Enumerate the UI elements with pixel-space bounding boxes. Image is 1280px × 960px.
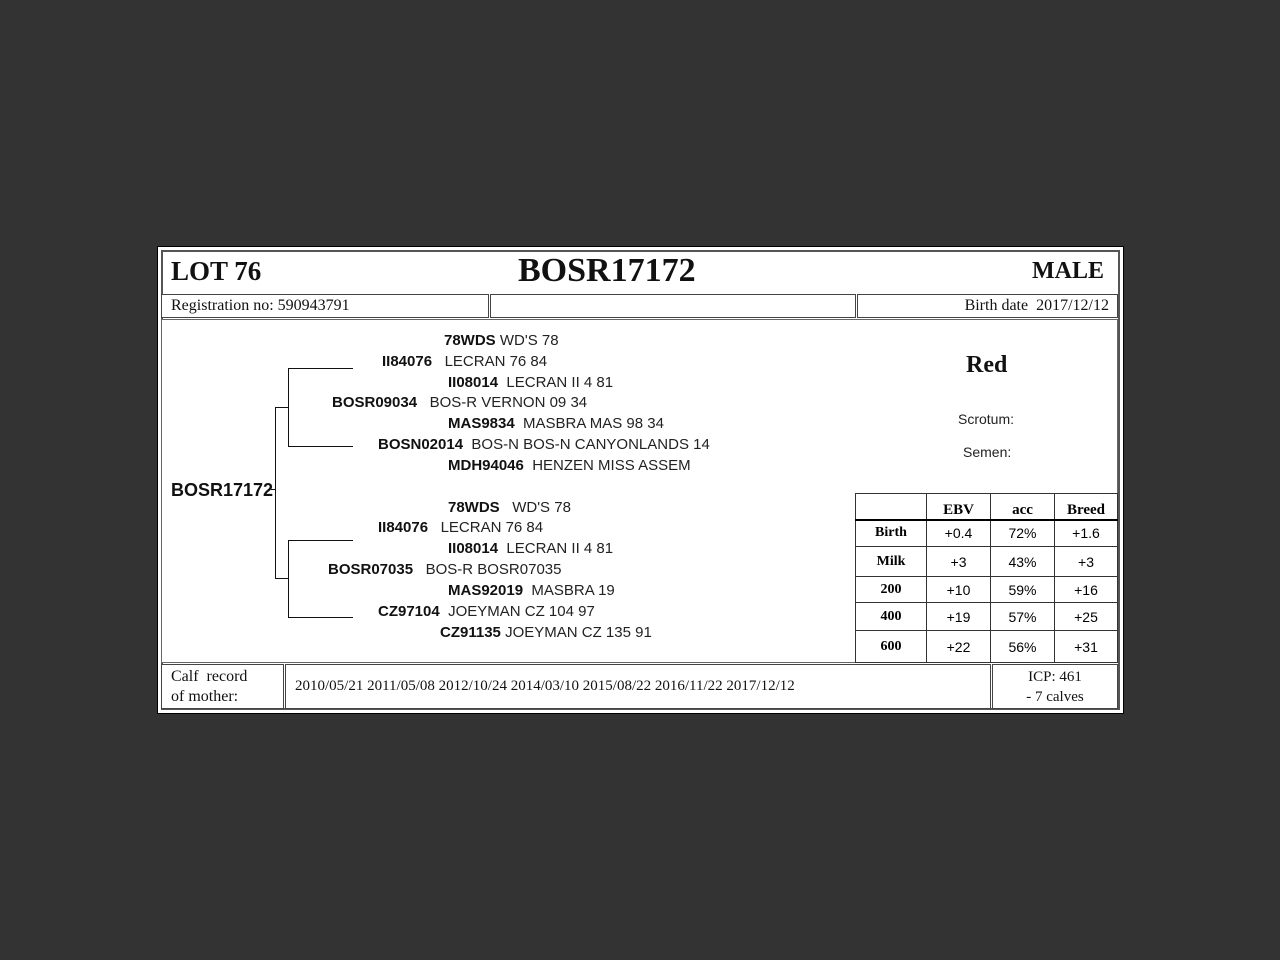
- pedigree-line: [275, 407, 288, 408]
- calf-record-label-box: [161, 664, 284, 709]
- animal-id-title: BOSR17172: [518, 252, 696, 289]
- pedigree-dam: BOSR07035 BOS-R BOSR07035: [328, 561, 562, 578]
- pedigree-dd: CZ97104 JOEYMAN CZ 104 97: [378, 603, 595, 620]
- scrotum-label: Scrotum:: [958, 411, 1015, 427]
- pedigree-ss: II84076 LECRAN 76 84: [382, 353, 548, 370]
- ebv-header-acc: acc: [991, 494, 1055, 520]
- ebv-header-ebv: EBV: [927, 494, 991, 520]
- pedigree-sdd: MDH94046 HENZEN MISS ASSEM: [448, 457, 691, 474]
- ebv-value: +10: [927, 577, 991, 603]
- acc-value: 43%: [991, 547, 1055, 577]
- ebv-value: +19: [927, 603, 991, 631]
- pedigree-line: [275, 578, 288, 579]
- pedigree-ds: II84076 LECRAN 76 84: [378, 519, 544, 536]
- ebv-table: [855, 493, 1118, 663]
- lot-number: LOT 76: [171, 256, 262, 286]
- breed-value: +31: [1055, 631, 1118, 663]
- pedigree-sss: 78WDS WD'S 78: [444, 332, 559, 349]
- ebv-row-label: Birth: [856, 520, 927, 547]
- pedigree-ssd: II08014 LECRAN II 4 81: [448, 374, 614, 391]
- acc-value: 57%: [991, 603, 1055, 631]
- pedigree-dds: MAS92019 MASBRA 19: [448, 582, 615, 599]
- pedigree-sds: MAS9834 MASBRA MAS 98 34: [448, 415, 664, 432]
- pedigree-animal: BOSR17172: [171, 480, 274, 500]
- pedigree-line: [288, 368, 353, 369]
- breed-value: +25: [1055, 603, 1118, 631]
- birth-date: Birth date 2017/12/12: [964, 297, 1109, 314]
- calf-record-dates-box: [285, 664, 991, 709]
- ebv-row-label: Milk: [856, 547, 927, 577]
- acc-value: 72%: [991, 520, 1055, 547]
- breed-value: +1.6: [1055, 520, 1118, 547]
- breed-value: +16: [1055, 577, 1118, 603]
- acc-value: 59%: [991, 577, 1055, 603]
- color-label: Red: [966, 352, 1008, 378]
- ebv-row-label: 200: [856, 577, 927, 603]
- pedigree-line: [288, 617, 353, 618]
- ebv-header-blank: [856, 494, 927, 520]
- pedigree-line: [288, 540, 289, 618]
- pedigree-dsd: II08014 LECRAN II 4 81: [448, 540, 614, 557]
- pedigree-sire: BOSR09034 BOS-R VERNON 09 34: [332, 394, 588, 411]
- pedigree-ddd: CZ91135 JOEYMAN CZ 135 91: [440, 624, 652, 641]
- pedigree-dss: 78WDS WD'S 78: [448, 499, 571, 516]
- pedigree-sd: BOSN02014 BOS-N BOS-N CANYONLANDS 14: [378, 436, 710, 453]
- registration-number: Registration no: 590943791: [171, 297, 350, 314]
- pedigree-line: [275, 407, 276, 579]
- ebv-value: +0.4: [927, 520, 991, 547]
- birth-date-box: [857, 294, 1118, 318]
- icp-box: [992, 664, 1118, 709]
- acc-value: 56%: [991, 631, 1055, 663]
- semen-label: Semen:: [963, 444, 1012, 460]
- icp-info: ICP: 461 - 7 calves: [1026, 669, 1084, 705]
- ebv-value: +3: [927, 547, 991, 577]
- ebv-value: +22: [927, 631, 991, 663]
- pedigree-line: [288, 368, 289, 447]
- calf-record-label: Calf record of mother:: [171, 668, 248, 705]
- registration-box: [161, 294, 489, 318]
- pedigree-line: [288, 540, 353, 541]
- breed-value: +3: [1055, 547, 1118, 577]
- calf-record-dates: 2010/05/21 2011/05/08 2012/10/24 2014/03/10 2015/08/22 2016/11/22 2017/12/12: [295, 678, 795, 694]
- info-empty-box: [490, 294, 856, 318]
- sex-label: MALE: [1032, 258, 1104, 284]
- ebv-row-label: 600: [856, 631, 927, 663]
- pedigree-line: [288, 446, 353, 447]
- ebv-row-label: 400: [856, 603, 927, 631]
- ebv-header-breed: Breed: [1055, 494, 1118, 520]
